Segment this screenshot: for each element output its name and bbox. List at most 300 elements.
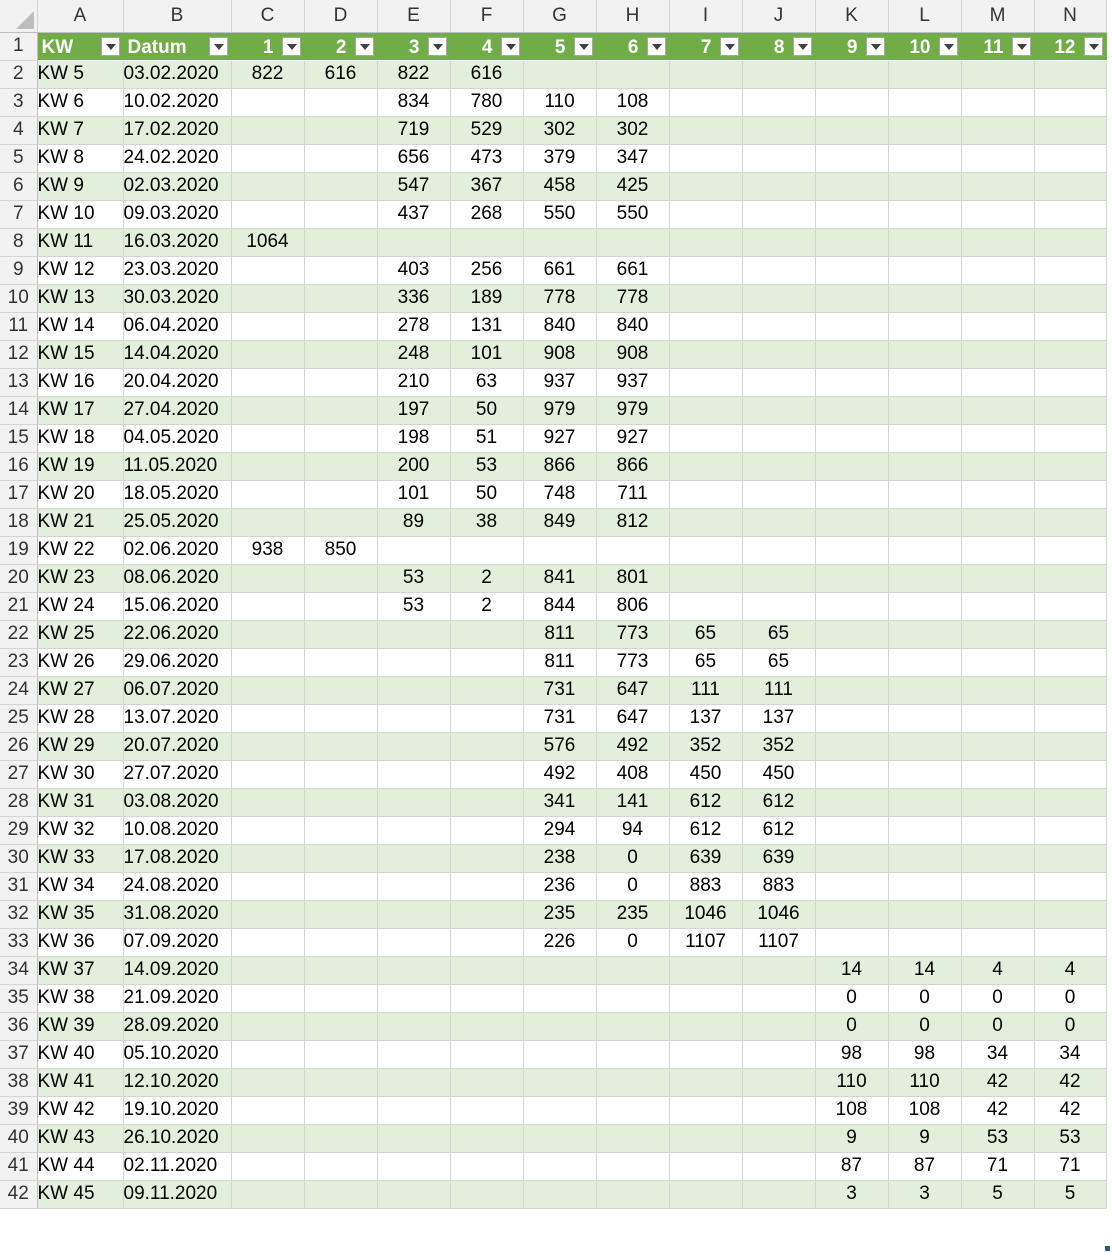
row-header[interactable]: 14 [0, 396, 37, 424]
row-header[interactable]: 19 [0, 536, 37, 564]
cell-value[interactable]: 612 [742, 788, 815, 816]
cell-value[interactable] [888, 732, 961, 760]
cell-value[interactable] [742, 396, 815, 424]
cell-value[interactable]: 65 [742, 620, 815, 648]
cell-value[interactable] [1034, 172, 1106, 200]
cell-value[interactable]: 302 [523, 116, 596, 144]
cell-value[interactable] [1034, 928, 1106, 956]
cell-value[interactable] [669, 1012, 742, 1040]
cell-value[interactable]: 108 [815, 1096, 888, 1124]
cell-kw[interactable]: KW 42 [37, 1096, 123, 1124]
cell-value[interactable] [450, 228, 523, 256]
cell-value[interactable] [304, 1152, 377, 1180]
cell-value[interactable] [669, 452, 742, 480]
cell-value[interactable]: 0 [888, 984, 961, 1012]
cell-value[interactable] [669, 228, 742, 256]
cell-value[interactable] [231, 900, 304, 928]
cell-kw[interactable]: KW 25 [37, 620, 123, 648]
cell-value[interactable]: 5 [1034, 1180, 1106, 1208]
cell-value[interactable] [815, 648, 888, 676]
cell-value[interactable]: 883 [742, 872, 815, 900]
filter-dropdown-button[interactable] [355, 37, 374, 56]
row-header[interactable]: 3 [0, 88, 37, 116]
cell-value[interactable] [961, 648, 1034, 676]
cell-value[interactable]: 89 [377, 508, 450, 536]
cell-value[interactable] [231, 1152, 304, 1180]
row-header[interactable]: 16 [0, 452, 37, 480]
cell-value[interactable] [523, 956, 596, 984]
cell-value[interactable]: 5 [961, 1180, 1034, 1208]
cell-kw[interactable]: KW 45 [37, 1180, 123, 1208]
cell-datum[interactable]: 02.06.2020 [123, 536, 231, 564]
cell-value[interactable] [742, 1180, 815, 1208]
cell-value[interactable] [231, 256, 304, 284]
cell-kw[interactable]: KW 43 [37, 1124, 123, 1152]
cell-value[interactable]: 403 [377, 256, 450, 284]
cell-datum[interactable]: 30.03.2020 [123, 284, 231, 312]
cell-value[interactable] [742, 368, 815, 396]
row-header[interactable]: 27 [0, 760, 37, 788]
cell-value[interactable] [1034, 340, 1106, 368]
cell-value[interactable] [961, 732, 1034, 760]
cell-value[interactable]: 98 [815, 1040, 888, 1068]
cell-value[interactable] [961, 172, 1034, 200]
cell-value[interactable]: 101 [377, 480, 450, 508]
cell-value[interactable]: 226 [523, 928, 596, 956]
cell-value[interactable] [304, 900, 377, 928]
cell-value[interactable] [1034, 760, 1106, 788]
cell-value[interactable] [888, 172, 961, 200]
cell-value[interactable] [742, 1096, 815, 1124]
cell-value[interactable] [377, 816, 450, 844]
cell-value[interactable] [523, 536, 596, 564]
column-header-m[interactable]: M [961, 0, 1034, 32]
cell-value[interactable] [304, 872, 377, 900]
column-header-b[interactable]: B [123, 0, 231, 32]
cell-value[interactable] [450, 676, 523, 704]
cell-value[interactable]: 647 [596, 676, 669, 704]
cell-value[interactable]: 937 [523, 368, 596, 396]
cell-value[interactable] [377, 676, 450, 704]
cell-value[interactable] [231, 312, 304, 340]
row-header[interactable]: 25 [0, 704, 37, 732]
cell-value[interactable] [888, 900, 961, 928]
cell-datum[interactable]: 11.05.2020 [123, 452, 231, 480]
cell-value[interactable]: 812 [596, 508, 669, 536]
cell-value[interactable] [377, 1152, 450, 1180]
cell-value[interactable] [961, 788, 1034, 816]
cell-value[interactable]: 0 [815, 984, 888, 1012]
cell-value[interactable] [231, 88, 304, 116]
cell-value[interactable]: 131 [450, 312, 523, 340]
cell-value[interactable] [231, 844, 304, 872]
cell-value[interactable] [1034, 480, 1106, 508]
cell-value[interactable] [961, 536, 1034, 564]
cell-value[interactable] [742, 956, 815, 984]
cell-value[interactable] [669, 984, 742, 1012]
cell-value[interactable] [596, 1068, 669, 1096]
cell-value[interactable]: 9 [888, 1124, 961, 1152]
cell-value[interactable] [815, 704, 888, 732]
cell-value[interactable] [742, 144, 815, 172]
cell-value[interactable] [669, 60, 742, 88]
column-header-a[interactable]: A [37, 0, 123, 32]
cell-value[interactable] [377, 228, 450, 256]
cell-value[interactable] [377, 1040, 450, 1068]
cell-value[interactable]: 661 [596, 256, 669, 284]
cell-value[interactable] [961, 116, 1034, 144]
cell-value[interactable] [231, 648, 304, 676]
cell-value[interactable] [815, 312, 888, 340]
cell-value[interactable] [377, 1124, 450, 1152]
row-header[interactable]: 32 [0, 900, 37, 928]
cell-value[interactable] [1034, 88, 1106, 116]
cell-value[interactable]: 302 [596, 116, 669, 144]
cell-value[interactable] [304, 788, 377, 816]
header-cell[interactable] [815, 32, 888, 60]
cell-value[interactable] [377, 872, 450, 900]
cell-value[interactable]: 347 [596, 144, 669, 172]
cell-value[interactable] [231, 760, 304, 788]
cell-value[interactable]: 268 [450, 200, 523, 228]
column-header-d[interactable]: D [304, 0, 377, 32]
cell-value[interactable] [450, 620, 523, 648]
cell-value[interactable] [888, 704, 961, 732]
cell-value[interactable] [669, 116, 742, 144]
cell-value[interactable]: 53 [377, 592, 450, 620]
cell-value[interactable] [1034, 144, 1106, 172]
cell-value[interactable] [304, 284, 377, 312]
cell-kw[interactable]: KW 23 [37, 564, 123, 592]
cell-datum[interactable]: 27.07.2020 [123, 760, 231, 788]
cell-value[interactable] [815, 256, 888, 284]
cell-value[interactable] [815, 144, 888, 172]
cell-datum[interactable]: 25.05.2020 [123, 508, 231, 536]
cell-value[interactable] [1034, 816, 1106, 844]
cell-value[interactable]: 0 [961, 1012, 1034, 1040]
cell-value[interactable] [304, 564, 377, 592]
cell-value[interactable]: 200 [377, 452, 450, 480]
cell-value[interactable] [231, 592, 304, 620]
cell-value[interactable] [669, 1124, 742, 1152]
cell-value[interactable]: 778 [596, 284, 669, 312]
cell-value[interactable]: 278 [377, 312, 450, 340]
cell-value[interactable] [231, 1040, 304, 1068]
cell-value[interactable]: 450 [669, 760, 742, 788]
cell-value[interactable] [304, 228, 377, 256]
cell-value[interactable] [231, 1012, 304, 1040]
cell-value[interactable] [961, 676, 1034, 704]
cell-value[interactable]: 437 [377, 200, 450, 228]
cell-value[interactable] [231, 564, 304, 592]
cell-value[interactable] [377, 1180, 450, 1208]
cell-kw[interactable]: KW 36 [37, 928, 123, 956]
cell-value[interactable] [888, 228, 961, 256]
cell-value[interactable] [231, 368, 304, 396]
cell-value[interactable] [231, 1124, 304, 1152]
cell-kw[interactable]: KW 41 [37, 1068, 123, 1096]
cell-value[interactable]: 51 [450, 424, 523, 452]
cell-value[interactable] [669, 1040, 742, 1068]
cell-value[interactable] [961, 760, 1034, 788]
row-header[interactable]: 42 [0, 1180, 37, 1208]
cell-value[interactable] [231, 284, 304, 312]
cell-value[interactable] [231, 928, 304, 956]
cell-value[interactable] [231, 732, 304, 760]
cell-value[interactable] [815, 480, 888, 508]
cell-value[interactable]: 9 [815, 1124, 888, 1152]
column-header-e[interactable]: E [377, 0, 450, 32]
cell-value[interactable]: 0 [961, 984, 1034, 1012]
row-header[interactable]: 10 [0, 284, 37, 312]
cell-value[interactable]: 811 [523, 648, 596, 676]
filter-dropdown-button[interactable] [647, 37, 666, 56]
cell-value[interactable]: 773 [596, 648, 669, 676]
cell-value[interactable]: 822 [377, 60, 450, 88]
cell-value[interactable]: 850 [304, 536, 377, 564]
cell-value[interactable] [304, 844, 377, 872]
cell-value[interactable] [304, 256, 377, 284]
cell-value[interactable] [961, 564, 1034, 592]
cell-value[interactable]: 71 [961, 1152, 1034, 1180]
cell-value[interactable]: 0 [596, 844, 669, 872]
header-cell[interactable] [377, 32, 450, 60]
cell-value[interactable] [961, 228, 1034, 256]
cell-value[interactable] [961, 844, 1034, 872]
cell-value[interactable]: 780 [450, 88, 523, 116]
cell-value[interactable]: 711 [596, 480, 669, 508]
cell-value[interactable]: 53 [377, 564, 450, 592]
cell-datum[interactable]: 28.09.2020 [123, 1012, 231, 1040]
column-header-i[interactable]: I [669, 0, 742, 32]
cell-value[interactable] [523, 1124, 596, 1152]
cell-value[interactable] [742, 116, 815, 144]
cell-value[interactable] [669, 284, 742, 312]
cell-datum[interactable]: 02.11.2020 [123, 1152, 231, 1180]
cell-value[interactable] [377, 648, 450, 676]
column-header-g[interactable]: G [523, 0, 596, 32]
cell-value[interactable]: 110 [815, 1068, 888, 1096]
cell-value[interactable]: 529 [450, 116, 523, 144]
cell-value[interactable] [888, 284, 961, 312]
row-header[interactable]: 37 [0, 1040, 37, 1068]
cell-datum[interactable]: 20.07.2020 [123, 732, 231, 760]
cell-value[interactable]: 0 [1034, 1012, 1106, 1040]
cell-kw[interactable]: KW 22 [37, 536, 123, 564]
cell-value[interactable] [742, 312, 815, 340]
cell-value[interactable]: 849 [523, 508, 596, 536]
cell-value[interactable]: 550 [596, 200, 669, 228]
cell-datum[interactable]: 14.09.2020 [123, 956, 231, 984]
cell-kw[interactable]: KW 38 [37, 984, 123, 1012]
cell-kw[interactable]: KW 32 [37, 816, 123, 844]
cell-value[interactable] [523, 1012, 596, 1040]
header-cell[interactable] [37, 32, 123, 60]
row-header[interactable]: 18 [0, 508, 37, 536]
cell-value[interactable]: 866 [596, 452, 669, 480]
cell-value[interactable] [523, 1180, 596, 1208]
cell-value[interactable] [888, 592, 961, 620]
cell-value[interactable] [815, 620, 888, 648]
cell-kw[interactable]: KW 8 [37, 144, 123, 172]
row-header[interactable]: 21 [0, 592, 37, 620]
cell-value[interactable]: 108 [888, 1096, 961, 1124]
cell-value[interactable] [888, 396, 961, 424]
cell-value[interactable] [888, 60, 961, 88]
row-header[interactable]: 33 [0, 928, 37, 956]
cell-value[interactable] [1034, 872, 1106, 900]
cell-value[interactable] [304, 144, 377, 172]
cell-value[interactable]: 341 [523, 788, 596, 816]
cell-value[interactable] [669, 144, 742, 172]
cell-value[interactable] [742, 256, 815, 284]
cell-value[interactable] [450, 536, 523, 564]
cell-value[interactable]: 141 [596, 788, 669, 816]
cell-value[interactable] [596, 956, 669, 984]
cell-value[interactable]: 352 [742, 732, 815, 760]
cell-value[interactable] [231, 676, 304, 704]
cell-value[interactable] [450, 1096, 523, 1124]
cell-value[interactable] [231, 200, 304, 228]
cell-datum[interactable]: 29.06.2020 [123, 648, 231, 676]
cell-value[interactable]: 492 [596, 732, 669, 760]
cell-value[interactable] [304, 1096, 377, 1124]
filter-dropdown-button[interactable] [866, 37, 885, 56]
cell-value[interactable] [377, 536, 450, 564]
cell-value[interactable] [961, 872, 1034, 900]
cell-value[interactable]: 336 [377, 284, 450, 312]
cell-value[interactable] [888, 480, 961, 508]
cell-value[interactable] [304, 1180, 377, 1208]
cell-value[interactable] [596, 60, 669, 88]
cell-value[interactable] [669, 256, 742, 284]
row-header[interactable]: 28 [0, 788, 37, 816]
cell-value[interactable]: 198 [377, 424, 450, 452]
cell-value[interactable] [742, 60, 815, 88]
row-header[interactable]: 6 [0, 172, 37, 200]
filter-dropdown-button[interactable] [501, 37, 520, 56]
cell-value[interactable] [304, 1068, 377, 1096]
cell-value[interactable]: 235 [596, 900, 669, 928]
cell-value[interactable] [304, 956, 377, 984]
cell-value[interactable]: 719 [377, 116, 450, 144]
cell-datum[interactable]: 12.10.2020 [123, 1068, 231, 1096]
cell-value[interactable]: 979 [523, 396, 596, 424]
cell-value[interactable] [596, 1040, 669, 1068]
cell-kw[interactable]: KW 27 [37, 676, 123, 704]
cell-datum[interactable]: 27.04.2020 [123, 396, 231, 424]
cell-value[interactable] [669, 956, 742, 984]
cell-value[interactable] [815, 564, 888, 592]
cell-value[interactable]: 883 [669, 872, 742, 900]
cell-value[interactable]: 408 [596, 760, 669, 788]
cell-value[interactable] [742, 1012, 815, 1040]
cell-value[interactable] [523, 1068, 596, 1096]
cell-value[interactable] [450, 732, 523, 760]
cell-value[interactable] [888, 340, 961, 368]
cell-value[interactable] [961, 424, 1034, 452]
row-header[interactable]: 22 [0, 620, 37, 648]
cell-value[interactable] [815, 228, 888, 256]
cell-value[interactable]: 0 [1034, 984, 1106, 1012]
cell-datum[interactable]: 20.04.2020 [123, 368, 231, 396]
cell-value[interactable] [304, 620, 377, 648]
cell-value[interactable] [304, 424, 377, 452]
cell-value[interactable]: 841 [523, 564, 596, 592]
cell-value[interactable] [450, 1152, 523, 1180]
cell-value[interactable] [815, 872, 888, 900]
cell-value[interactable]: 238 [523, 844, 596, 872]
cell-value[interactable]: 840 [596, 312, 669, 340]
cell-value[interactable] [815, 340, 888, 368]
cell-value[interactable] [888, 536, 961, 564]
cell-value[interactable]: 65 [669, 620, 742, 648]
row-header[interactable]: 39 [0, 1096, 37, 1124]
cell-kw[interactable]: KW 28 [37, 704, 123, 732]
cell-value[interactable] [231, 452, 304, 480]
cell-value[interactable]: 1107 [669, 928, 742, 956]
cell-value[interactable] [450, 900, 523, 928]
cell-value[interactable] [450, 984, 523, 1012]
cell-value[interactable] [815, 424, 888, 452]
cell-value[interactable]: 101 [450, 340, 523, 368]
cell-datum[interactable]: 16.03.2020 [123, 228, 231, 256]
cell-value[interactable] [669, 424, 742, 452]
cell-datum[interactable]: 06.04.2020 [123, 312, 231, 340]
cell-value[interactable] [669, 508, 742, 536]
cell-datum[interactable]: 24.02.2020 [123, 144, 231, 172]
cell-value[interactable]: 137 [669, 704, 742, 732]
cell-value[interactable] [815, 284, 888, 312]
cell-value[interactable] [1034, 424, 1106, 452]
cell-value[interactable]: 65 [669, 648, 742, 676]
cell-value[interactable] [815, 172, 888, 200]
cell-datum[interactable]: 21.09.2020 [123, 984, 231, 1012]
cell-value[interactable] [961, 144, 1034, 172]
cell-value[interactable] [742, 340, 815, 368]
cell-value[interactable]: 927 [523, 424, 596, 452]
cell-value[interactable] [961, 88, 1034, 116]
cell-value[interactable] [450, 788, 523, 816]
cell-kw[interactable]: KW 30 [37, 760, 123, 788]
cell-value[interactable] [742, 1152, 815, 1180]
cell-value[interactable] [815, 816, 888, 844]
cell-value[interactable] [669, 172, 742, 200]
cell-value[interactable]: 778 [523, 284, 596, 312]
cell-value[interactable]: 656 [377, 144, 450, 172]
header-cell[interactable] [123, 32, 231, 60]
cell-value[interactable] [304, 984, 377, 1012]
cell-value[interactable] [231, 480, 304, 508]
cell-value[interactable] [669, 1180, 742, 1208]
cell-value[interactable]: 927 [596, 424, 669, 452]
cell-value[interactable] [304, 648, 377, 676]
cell-kw[interactable]: KW 37 [37, 956, 123, 984]
cell-value[interactable]: 612 [669, 788, 742, 816]
column-header-j[interactable]: J [742, 0, 815, 32]
cell-value[interactable] [377, 928, 450, 956]
header-cell[interactable] [596, 32, 669, 60]
cell-value[interactable] [1034, 564, 1106, 592]
cell-value[interactable] [523, 60, 596, 88]
cell-value[interactable] [1034, 536, 1106, 564]
cell-value[interactable] [377, 956, 450, 984]
cell-value[interactable]: 1046 [669, 900, 742, 928]
cell-value[interactable] [450, 760, 523, 788]
row-header[interactable]: 30 [0, 844, 37, 872]
cell-value[interactable] [742, 480, 815, 508]
row-header[interactable]: 40 [0, 1124, 37, 1152]
